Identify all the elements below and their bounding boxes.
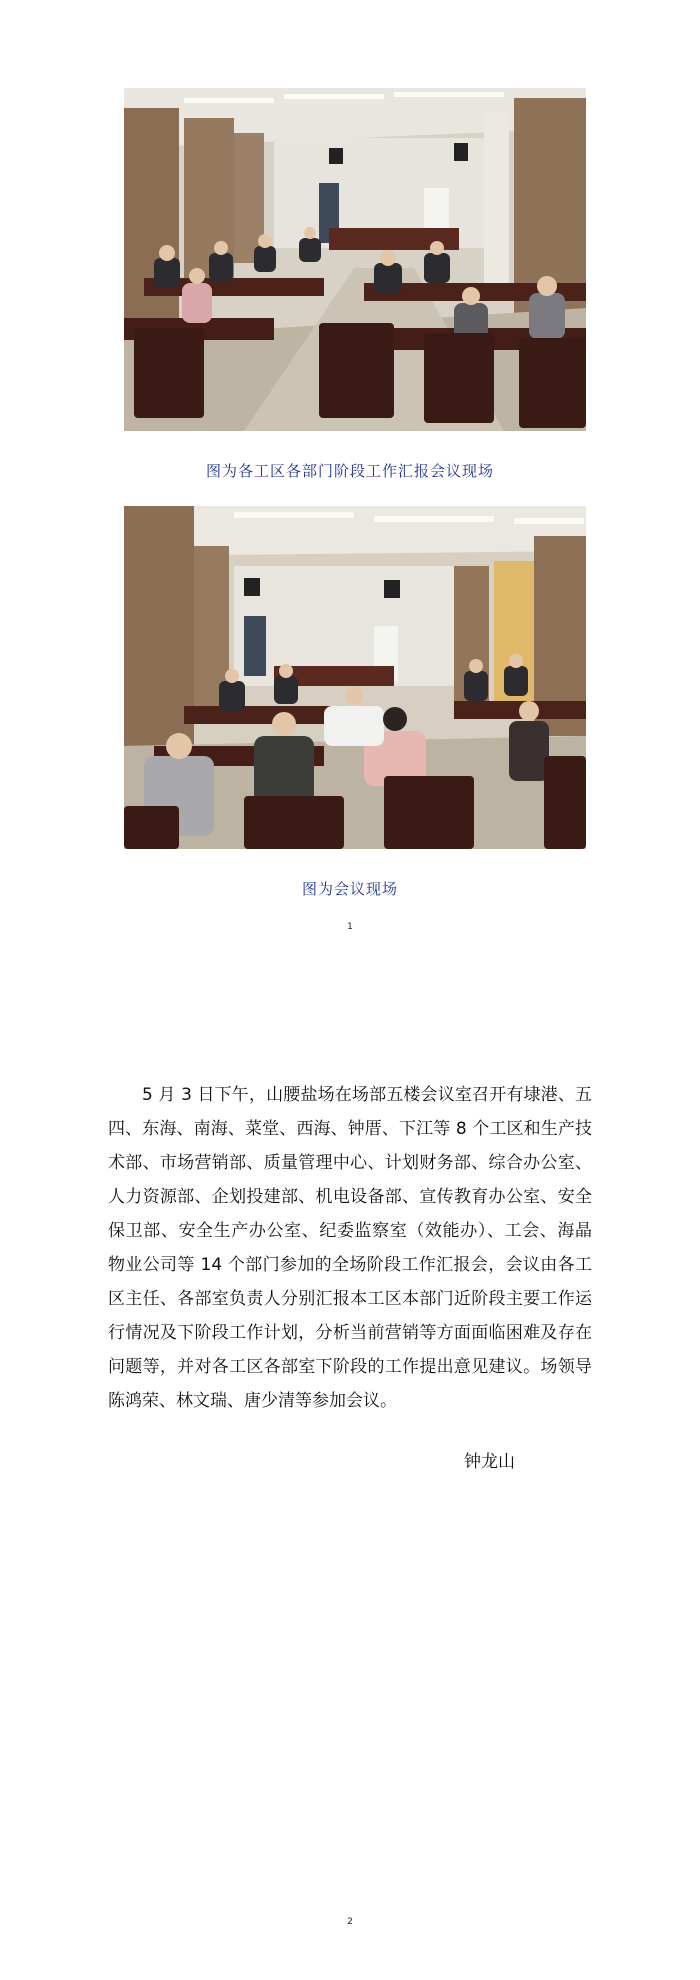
page-number-1: 1 — [347, 922, 353, 932]
author-signature: 钟龙山 — [464, 1452, 515, 1472]
photo-caption-2: 图为会议现场 — [301, 880, 398, 898]
article-body: 5 月 3 日下午，山腰盐场在场部五楼会议室召开有埭港、五四、东海、南海、菜堂、西海、钟厝、下江等 8 个工区和生产技术部、市场营销部、质量管理中心、计划财务部、综合办公室、人力资源部、企划投建部、机电设备部、宣传教育办公室、安全保卫部、安全生产办公室、纪委监察室（效能办）、工会、海晶物业公司等 14 个部门参加的全场阶段工作汇报会，会议由各工区主任、各部室负责人分别汇报本工区本部门近阶段主要工作运行情况及下阶段工作计划，分析当前营销等方面面临困难及存在问题等，并对各工区各部室下阶段的工作提出意见建议。场领导陈鸿荣、林文瑞、唐少清等参加会议。 — [108, 1085, 592, 1411]
page-number-2: 2 — [347, 1917, 353, 1927]
photo-caption-1: 图为各工区各部门阶段工作汇报会议现场 — [205, 462, 494, 480]
meeting-photo-2 — [124, 506, 586, 849]
meeting-photo-1 — [124, 88, 586, 431]
